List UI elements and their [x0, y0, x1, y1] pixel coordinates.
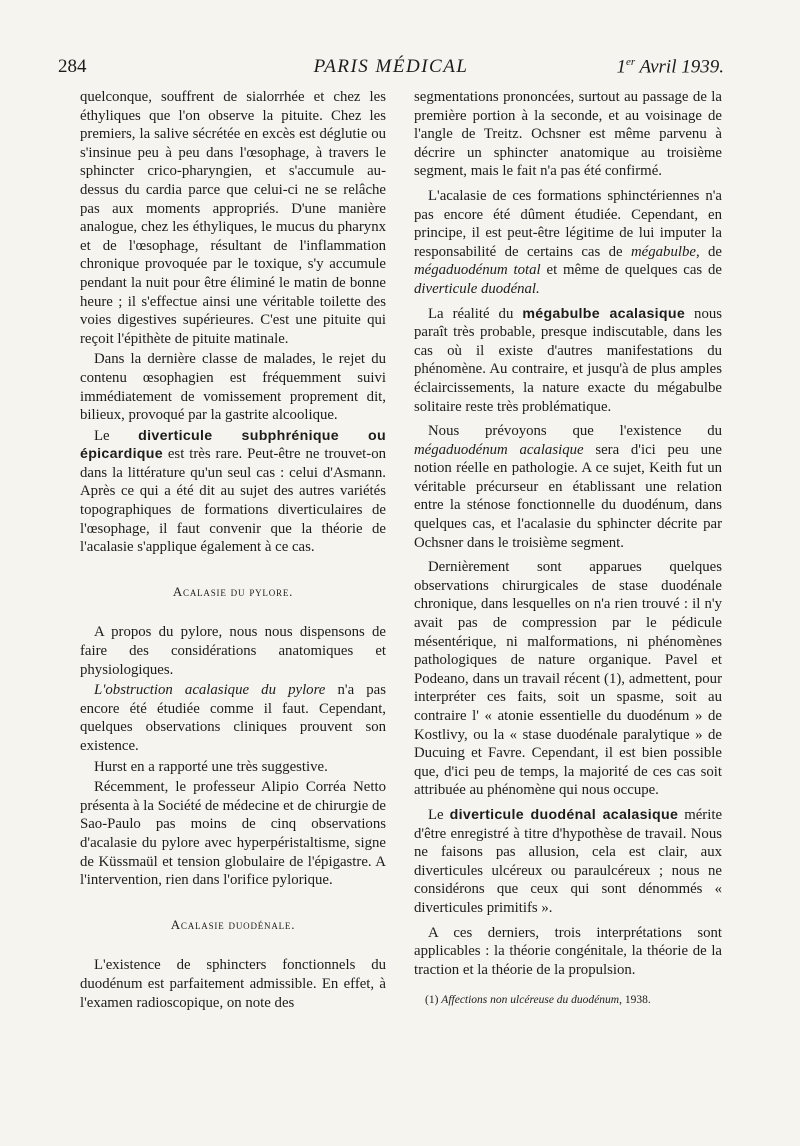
journal-title: PARIS MÉDICAL [313, 56, 469, 77]
paragraph: Le diverticule subphrénique ou épicardique est très rare. Peut-être ne trouvet-on dans la littérature qu'un seul cas : celui d'Asmann. Après ce qui a été dit au sujet des autres variétés topographiques de formations diverticulaires de l'œsophage, il faut convenir que la théorie de l'acalasie s'applique également à ce cas. [80, 427, 386, 556]
paragraph: L'obstruction acalasique du pylore n'a pas encore été étudiée comme il faut. Cependant, quelques observations cliniques prouvent son existence. [80, 682, 386, 754]
paragraph: Récemment, le professeur Alipio Corréa Netto présenta à la Société de médecine et de chirurgie de Sao-Paulo pas moins de cinq observations d'acalasie du pylore avec hyperpéristaltisme, signe de Küssmaül et tension globulaire de l'épigastre. A l'intervention, rien dans l'orifice pylorique. [80, 779, 386, 889]
paragraph: quelconque, souffrent de sialorrhée et chez les éthyliques que l'on observe la pituite. Chez les premiers, la salive sécrétée en excès est déglutie ou s'insinue peu à peu dans l'œsophage, à travers le sphincter crico-pharyngien, et s'accumule au-dessus du cardia parce que celui-ci ne se relâche pas aux moments appropriés. D'une manière analogue, chez les éthyliques, le mucus du pharynx et de l'œsophage, résultant de l'inflammation chronique provoquée par le toxique, s'y accumule pendant la nuit pour être éliminé le matin de bonne heure ; il s'effectue ainsi une véritable toilette des voies digestives supérieures. C'est une pituite qui reçoit l'épithète de pituite matinale. [80, 89, 386, 347]
keyword: diverticule duodénal acalasique [449, 806, 679, 823]
footnote: (1) Affections non ulcéreuse du duodénum, 1938. [425, 994, 651, 1006]
paragraph: L'existence de sphincters fonctionnels du duodénum est parfaitement admissible. En effet, à l'examen radioscopique, on note des [80, 957, 386, 1011]
running-header [58, 56, 724, 82]
paragraph: A ces derniers, trois interprétations sont applicables : la théorie congénitale, la théorie de la traction et la théorie de la propulsion. [414, 924, 722, 978]
issue-date: 1er Avril 1939. [616, 56, 724, 78]
paragraph: Le diverticule duodénal acalasique mérite d'être enregistré à titre d'hypothèse de travail. Nous ne faisons pas allusion, cela est clair, aux diverticules ulcéreux ou paraulcéreux ; nous ne considérons que ceux qui sont dénommés « diverticules primitifs ». [414, 806, 723, 916]
paragraph: segmentations prononcées, surtout au passage de la première portion à la seconde, et au voisinage de l'angle de Treitz. Ochsner est même parvenu à décrire un sphincter anatomique au troisième segment, mais le fait n'a pas été confirmé. [414, 89, 722, 180]
page-number: 284 [58, 56, 87, 77]
section-heading-pylore: Acalasie du pylore. [172, 583, 294, 599]
keyword: diverticule subphrénique ou épicardique [80, 427, 386, 463]
paragraph: A propos du pylore, nous nous dispensons de faire des considérations anatomiques et physiologiques. [80, 624, 386, 678]
section-heading-duodenale: Acalasie duodénale. [170, 916, 296, 932]
paragraph: La réalité du mégabulbe acalasique nous paraît très probable, presque indiscutable, dans les cas où il existe d'autres manifestations du phénomène. Au contraire, et jusqu'à de plus amples éclaircissements, la nature exacte du mégabulbe solitaire reste très problématique. [414, 305, 722, 415]
left-column [80, 88, 386, 1014]
paragraph: Dans la dernière classe de malades, le rejet du contenu œsophagien est fréquemment suivi immédiatement de vomissement proprement dit, bilieux, provoqué par la gastrite alcoolique. [80, 351, 386, 424]
keyword: mégabulbe acalasique [522, 305, 686, 322]
paragraph: Hurst en a rapporté une très suggestive. [94, 758, 328, 775]
paragraph: Nous prévoyons que l'existence du mégaduodénum acalasique sera d'ici peu une notion réelle en pathologie. A ce sujet, Keith fut un véritable précurseur en établissant une relation entre la sténose fonctionnelle du duodénum, dans quelques cas, et l'acalasie du sphincter décrite par Ochsner dans le troisième segment. [414, 423, 722, 551]
paragraph: L'acalasie de ces formations sphinctériennes n'a pas encore été dûment étudiée. Cependant, en principe, il est peut-être légitime de lui imputer la responsabilité de certains cas de mégabulbe, de mégaduodénum total et même de quelques cas de diverticule duodénal. [414, 187, 722, 297]
right-column [414, 88, 722, 981]
paragraph: Dernièrement sont apparues quelques observations chirurgicales de stase duodénale chronique, dans lesquelles on n'a rien trouvé : il n'y avait pas de compression par le pédicule mésentérique, ni malformations, ni phénomènes pathologiques de nature organique. Pavel et Podeano, dans un travail récent (1), admettent, pour interpréter ces faits, soit un spasme, soit au contraire l' « atonie essentielle du duodénum » de Kostlivy, ou la « stase duodénale paralytique » de Ducuing et Favre. Cependant, il est bien possible que, d'ici peu de temps, la majorité de ces cas soit attribuée au phénomène qui nous occupe. [414, 559, 722, 799]
